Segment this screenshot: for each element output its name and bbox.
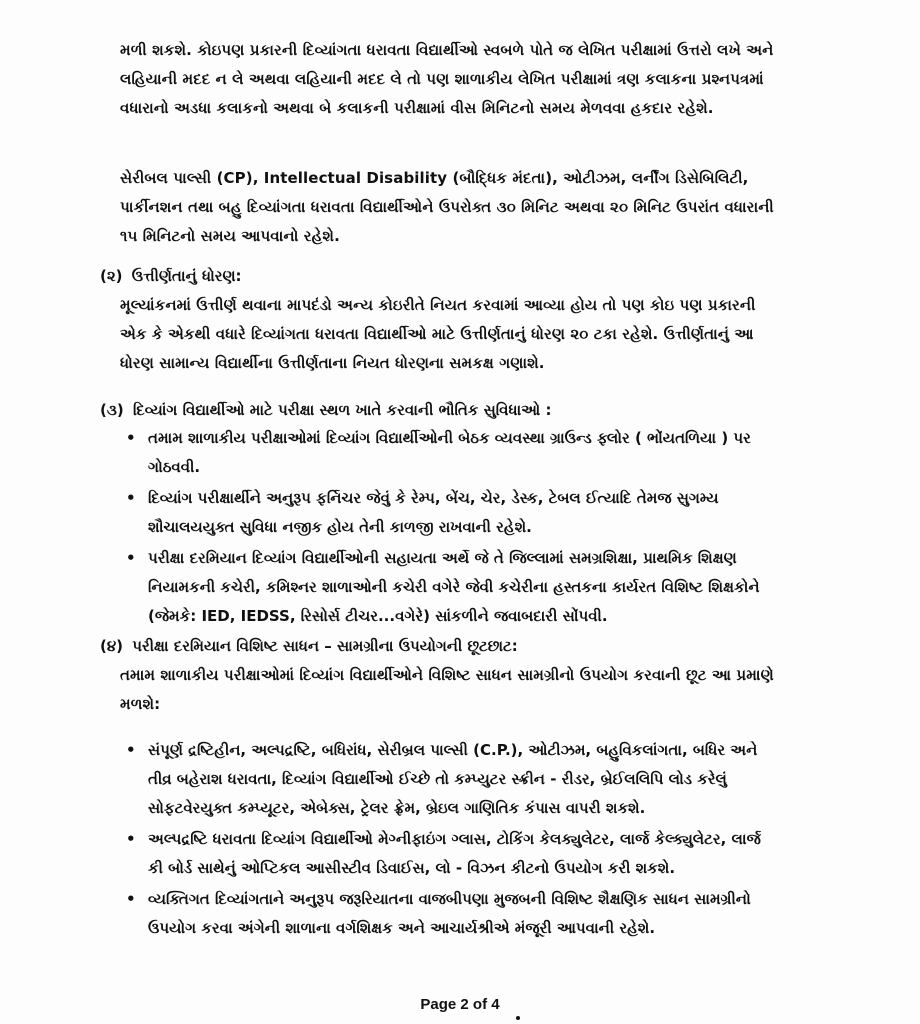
list-item — [120, 484, 780, 542]
section-3-title: દિવ્યાંગ વિદ્યાર્થીઓ માટે પરીક્ષા સ્થળ ખાતે કરવાની ભૌતિક સુવિધાઓ : — [132, 401, 552, 419]
section-4-title: પરીક્ષા દરમિયાન વિશિષ્ટ સાધન – સામગ્રીના ઉપયોગની છૂટછાટ: — [132, 637, 518, 655]
scan-speck — [516, 1016, 520, 1020]
bullet-icon: • — [126, 741, 136, 759]
section-2-body: મૂલ્યાંકનમાં ઉત્તીર્ણ થવાના માપદંડો અન્ય કોઇરીતે નિયત કરવામાં આવ્યા હોય તો પણ કોઇ પણ પ્રકારની એક કે એકથી વધારે દિવ્યાંગતા ધરાવતા વિદ્યાર્થીઓ માટે ઉત્તીર્ણતાનું ધોરણ ૨૦ ટકા રહેશે. ઉત્તીર્ણતાનું આ ધોરણ સામાન્ય વિદ્યાર્થીના ઉત્તીર્ણતાના નિયત ધોરણના સમકક્ષ ગણાશે. — [120, 296, 756, 372]
list-item — [120, 424, 780, 482]
paragraph-extra-time: સેરીબલ પાલ્સી (CP), Intellectual Disability (બૌદ્ધિક મંદતા), ઓટીઝમ, લર્નીંગ ડિસેબિલિટી, પાર્કીનશન તથા બહુ દિવ્યાંગતા ધરાવતા વિદ્યાર્થીઓને ઉપરોક્ત ૩૦ મિનિટ અથવા ૨૦ મિનિટ ઉપરાંત વધારાની ૧૫ મિનિટનો સમય આપવાનો રહેશે. — [120, 169, 774, 245]
section-4-heading — [100, 632, 780, 661]
section-4-body: તમામ શાળાકીય પરીક્ષાઓમાં દિવ્યાંગ વિદ્યાર્થીઓને વિશિષ્ટ સાધન સામગ્રીનો ઉપયોગ કરવાની છૂટ આ પ્રમાણે મળશે: — [120, 666, 774, 713]
list-item — [120, 885, 780, 943]
section-2-title: ઉત્તીર્ણતાનું ધોરણ: — [131, 267, 242, 285]
section-3-heading — [100, 396, 780, 425]
list-item-text: દિવ્યાંગ પરીક્ષાર્થીને અનુરૂપ ફર્નિચર જેવું કે રેમ્પ, બેંચ, ચેર, ડેસ્ક, ટેબલ ઈત્યાદિ તેમજ સુગમ્ય શૌચાલયયુક્ત સુવિધા નજીક હોય તેની કાળજી રાખવાની રહેશે. — [148, 489, 719, 536]
list-item-text: તમામ શાળાકીય પરીક્ષાઓમાં દિવ્યાંગ વિદ્યાર્થીઓની બેઠક વ્યવસ્થા ગ્રાઉન્ડ ફ્લોર ( ભોંયતળિયા ) પર ગોઠવવી. — [148, 429, 751, 476]
paragraph-continuation: મળી શકશે. કોઇપણ પ્રકારની દિવ્યાંગતા ધરાવતા વિદ્યાર્થીઓ સ્વબળે પોતે જ લેખિત પરીક્ષામાં ઉત્તરો લખે અને લહિયાની મદદ ન લે અથવા લહિયાની મદદ લે તો પણ શાળાકીય લેખિત પરીક્ષામાં ત્રણ કલાકના પ્રશ્નપત્રમાં વધારાનો અડધા કલાકનો અથવા બે કલાકની પરીક્ષામાં વીસ મિનિટનો સમય મેળવવા હકદાર રહેશે. — [120, 41, 774, 117]
list-item-text: વ્યક્તિગત દિવ્યાંગતાને અનુરૂપ જરૂરિયાતના વાજબીપણા મુજબની વિશિષ્ટ શૈક્ષણિક સાધન સામગ્રીનો ઉપયોગ કરવા અંગેની શાળાના વર્ગશિક્ષક અને આચાર્યશ્રીએ મંજૂરી આપવાની રહેશે. — [148, 890, 751, 937]
page-number-footer: Page 2 of 4 — [420, 996, 500, 1013]
list-item-text: અલ્પદ્રષ્ટિ ધરાવતા દિવ્યાંગ વિદ્યાર્થીઓ મેગ્નીફાઇંગ ગ્લાસ, ટોકિંગ કેલક્યુલેટર, લાર્જ કેલ્ક્યુલેટર, લાર્જ કી બોર્ડ સાથેનું ઓપ્ટિકલ આસીસ્ટીવ ડિવાઈસ, લો - વિઝન કીટનો ઉપયોગ કરી શકશે. — [148, 830, 761, 877]
section-2-number: (૨) — [100, 267, 123, 285]
bullet-icon: • — [126, 429, 136, 447]
list-item — [120, 825, 780, 883]
section-2-heading — [100, 262, 780, 291]
list-item-text: સંપૂર્ણ દ્રષ્ટિહીન, અલ્પદ્રષ્ટિ, બધિરાંધ, સેરીબ્રલ પાલ્સી (C.P.), ઓટીઝમ, બહુવિકલાંગતા, બધિર અને તીવ્ર બહેરાશ ધરાવતા, દિવ્યાંગ વિદ્યાર્થીઓ ઈચ્છે તો કમ્પ્યુટર સ્ક્રીન - રીડર, બ્રેઈલલિપિ લોડ કરેલું સોફટવેરયુક્ત કમ્પ્યૂટર, એબેક્સ, ટ્રેલર ફ્રેમ, બ્રેઇલ ગાણિતિક કંપાસ વાપરી શકશે. — [148, 741, 758, 817]
bullet-icon: • — [126, 830, 136, 848]
section-3-number: (૩) — [100, 401, 124, 419]
bullet-icon: • — [126, 549, 136, 567]
list-item — [120, 544, 780, 631]
bullet-icon: • — [126, 890, 136, 908]
list-item-text: પરીક્ષા દરમિયાન દિવ્યાંગ વિદ્યાર્થીઓની સહાયતા અર્થે જે તે જિલ્લામાં સમગ્રશિક્ષા, પ્રાથમિક શિક્ષણ નિયામકની કચેરી, કમિશ્નર શાળાઓની કચેરી વગેરે જેવી કચેરીના હસ્તકના કાર્યરત વિશિષ્ટ શિક્ષકોને (જેમકે: IED, IEDSS, રિસોર્સ ટીચર...વગેરે) સાંકળીને જવાબદારી સોંપવી. — [148, 549, 760, 625]
section-3-bullet-list — [120, 424, 780, 633]
section-4-number: (૪) — [100, 637, 124, 655]
bullet-icon: • — [126, 489, 136, 507]
list-item — [120, 736, 780, 823]
section-4-bullet-list — [120, 736, 780, 945]
